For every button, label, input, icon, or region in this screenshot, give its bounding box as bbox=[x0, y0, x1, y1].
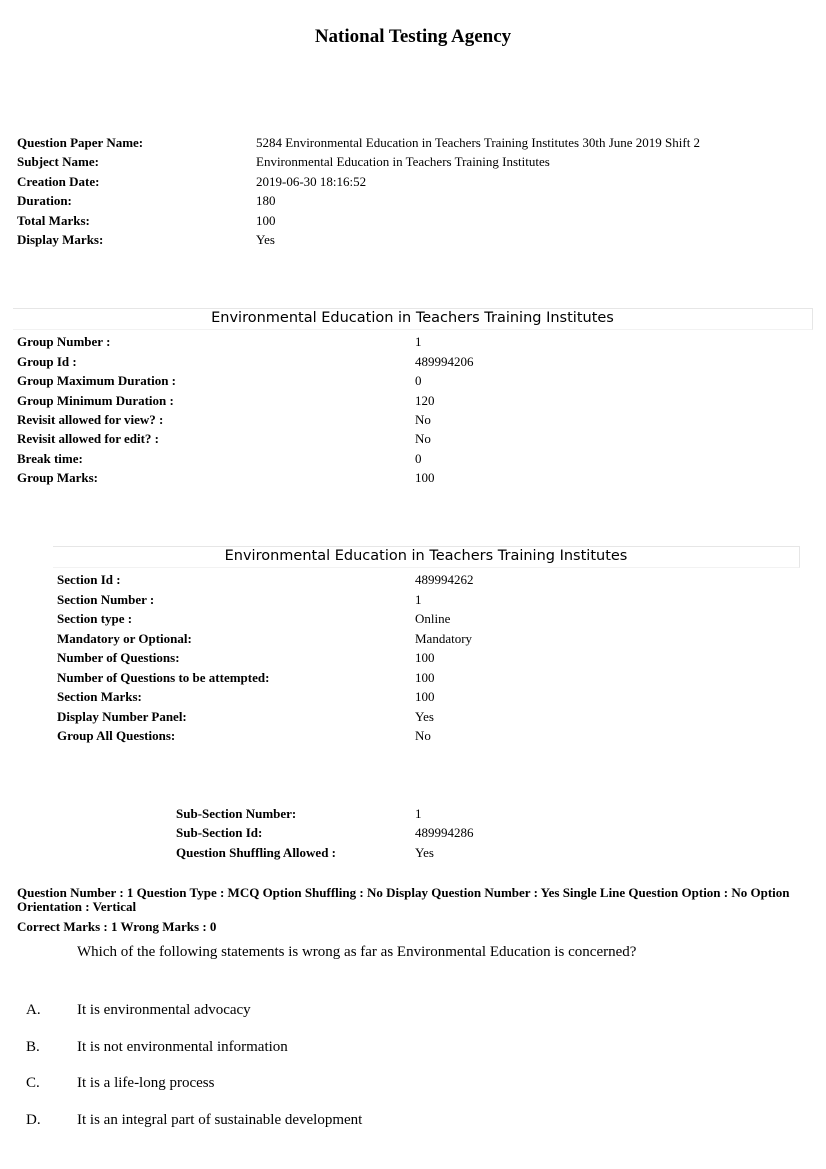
revisit-view-value: No bbox=[415, 412, 431, 427]
display-marks-label: Display Marks: bbox=[17, 232, 104, 247]
group-max-duration-label: Group Maximum Duration : bbox=[17, 373, 177, 388]
section-number-value: 1 bbox=[415, 592, 422, 607]
paper-name-value: 5284 Environmental Education in Teachers Training Institutes 30th June 2019 Shift 2 bbox=[256, 135, 701, 150]
mandatory-optional-value: Mandatory bbox=[415, 631, 473, 646]
option-a-text: It is environmental advocacy bbox=[77, 1002, 251, 1018]
subject-name-value: Environmental Education in Teachers Training Institutes bbox=[256, 154, 550, 169]
section-marks-value: 100 bbox=[415, 689, 435, 704]
total-marks-label: Total Marks: bbox=[17, 213, 90, 228]
group-all-questions-label: Group All Questions: bbox=[57, 728, 176, 743]
number-of-questions-value: 100 bbox=[415, 650, 435, 665]
section-type-value: Online bbox=[415, 611, 451, 626]
display-number-panel-value: Yes bbox=[415, 709, 434, 724]
subject-name-label: Subject Name: bbox=[17, 154, 99, 169]
question-marks: Correct Marks : 1 Wrong Marks : 0 bbox=[17, 919, 217, 934]
duration-value: 180 bbox=[256, 193, 276, 208]
option-d-letter: D. bbox=[26, 1112, 41, 1128]
revisit-edit-value: No bbox=[415, 431, 431, 446]
group-min-duration-label: Group Minimum Duration : bbox=[17, 393, 174, 408]
display-marks-value: Yes bbox=[256, 232, 275, 247]
creation-date-value: 2019-06-30 18:16:52 bbox=[256, 174, 367, 189]
group-id-value: 489994206 bbox=[415, 354, 474, 369]
display-number-panel-label: Display Number Panel: bbox=[57, 709, 187, 724]
group-marks-label: Group Marks: bbox=[17, 470, 99, 485]
section-id-value: 489994262 bbox=[415, 572, 474, 587]
total-marks-value: 100 bbox=[256, 213, 276, 228]
section-id-label: Section Id : bbox=[57, 572, 121, 587]
paper-name-label: Question Paper Name: bbox=[17, 135, 144, 150]
subsection-number-value: 1 bbox=[415, 806, 422, 821]
group-min-duration-value: 120 bbox=[415, 393, 435, 408]
break-time-value: 0 bbox=[415, 451, 422, 466]
revisit-view-label: Revisit allowed for view? : bbox=[17, 412, 164, 427]
mandatory-optional-label: Mandatory or Optional: bbox=[57, 631, 192, 646]
option-c-text: It is a life-long process bbox=[77, 1075, 215, 1091]
creation-date-label: Creation Date: bbox=[17, 174, 100, 189]
break-time-label: Break time: bbox=[17, 451, 83, 466]
group-id-label: Group Id : bbox=[17, 354, 77, 369]
questions-to-attempt-label: Number of Questions to be attempted: bbox=[57, 670, 270, 685]
section-type-label: Section type : bbox=[57, 611, 133, 626]
question-shuffling-value: Yes bbox=[415, 845, 434, 860]
section-number-label: Section Number : bbox=[57, 592, 155, 607]
questions-to-attempt-value: 100 bbox=[415, 670, 435, 685]
subsection-id-value: 489994286 bbox=[415, 825, 474, 840]
question-text: Which of the following statements is wrong as far as Environmental Education is concerned? bbox=[77, 944, 637, 960]
option-c-letter: C. bbox=[26, 1075, 40, 1091]
option-b-text: It is not environmental information bbox=[77, 1039, 288, 1055]
group-marks-value: 100 bbox=[415, 470, 435, 485]
option-b-letter: B. bbox=[26, 1039, 40, 1055]
option-d-text: It is an integral part of sustainable development bbox=[77, 1112, 363, 1128]
revisit-edit-label: Revisit allowed for edit? : bbox=[17, 431, 160, 446]
question-shuffling-label: Question Shuffling Allowed : bbox=[176, 845, 337, 860]
section-marks-label: Section Marks: bbox=[57, 689, 142, 704]
group-number-label: Group Number : bbox=[17, 334, 111, 349]
group-max-duration-value: 0 bbox=[415, 373, 422, 388]
subsection-id-label: Sub-Section Id: bbox=[176, 825, 263, 840]
page-title: National Testing Agency bbox=[314, 26, 512, 47]
option-a-letter: A. bbox=[26, 1002, 41, 1018]
duration-label: Duration: bbox=[17, 193, 72, 208]
group-number-value: 1 bbox=[415, 334, 422, 349]
section-heading: Environmental Education in Teachers Training Institutes bbox=[53, 546, 800, 568]
number-of-questions-label: Number of Questions: bbox=[57, 650, 180, 665]
question-meta: Question Number : 1 Question Type : MCQ Option Shuffling : No Display Question Number : Yes Single Line Question Option : No Option Orientation : Vertical bbox=[17, 885, 790, 914]
group-all-questions-value: No bbox=[415, 728, 431, 743]
subsection-number-label: Sub-Section Number: bbox=[176, 806, 297, 821]
group-heading: Environmental Education in Teachers Training Institutes bbox=[13, 308, 813, 330]
